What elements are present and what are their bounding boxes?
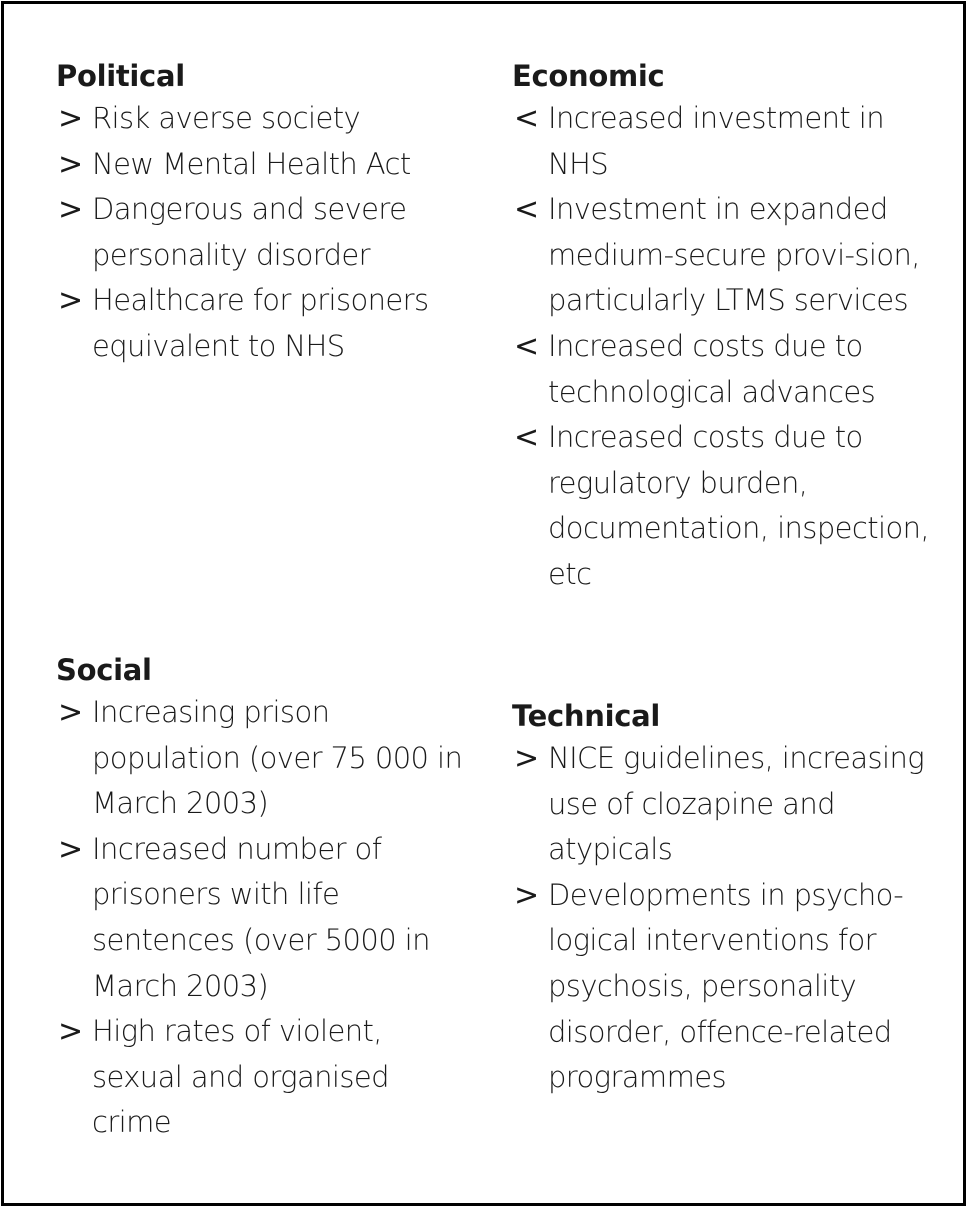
list-item (512, 736, 942, 873)
item-text: NICE guidelines, increasing use of clozapine and atypicals (548, 741, 925, 867)
decrease-marker-icon: < (514, 420, 539, 456)
item-text: New Mental Health Act (92, 146, 411, 181)
technical-section (512, 696, 942, 1101)
list-item (56, 96, 466, 142)
political-heading: Political (56, 59, 185, 93)
decrease-marker-icon: < (514, 101, 539, 136)
increase-marker-icon: > (514, 741, 539, 776)
item-text: Investment in expanded medium-secure provi-sion, particularly LTMS services (548, 192, 920, 318)
item-text: Healthcare for prisoners equivalent to NHS (92, 283, 429, 363)
list-item (512, 873, 942, 1101)
social-heading: Social (56, 653, 152, 687)
item-text: Increased costs due to regulatory burden, documentation, inspection, etc (548, 420, 929, 591)
technical-heading: Technical (512, 699, 661, 733)
increase-marker-icon: > (58, 695, 83, 730)
technical-list (512, 736, 942, 1101)
item-text: Increased number of prisoners with life sentences (over 5000 in March 2003) (92, 831, 430, 1003)
item-text: Increased costs due to technological advances (548, 328, 876, 409)
social-section (56, 650, 466, 1146)
item-text: Developments in psycho-logical interventions for psychosis, personality disorder, offence-related programmes (548, 877, 904, 1095)
increase-marker-icon: > (58, 101, 83, 136)
item-text: Increasing prison population (over 75 000 in March 2003) (92, 695, 463, 821)
economic-section (512, 56, 942, 598)
increase-marker-icon: > (58, 283, 83, 319)
list-item (512, 415, 942, 597)
list-item (512, 96, 942, 187)
increase-marker-icon: > (514, 877, 539, 913)
increase-marker-icon: > (58, 1014, 83, 1050)
item-text: Risk averse society (92, 101, 361, 135)
list-item (56, 278, 466, 369)
item-text: Increased investment in NHS (548, 101, 884, 181)
political-list (56, 96, 466, 370)
list-item (56, 827, 466, 1009)
decrease-marker-icon: < (514, 328, 539, 364)
list-item (56, 690, 466, 827)
social-list (56, 690, 466, 1146)
economic-list (512, 96, 942, 598)
list-item (56, 1009, 466, 1146)
decrease-marker-icon: < (514, 192, 539, 228)
increase-marker-icon: > (58, 831, 83, 867)
item-text: Dangerous and severe personality disorder (92, 192, 407, 272)
political-section (56, 56, 466, 370)
list-item (512, 324, 942, 415)
list-item (56, 142, 466, 188)
increase-marker-icon: > (58, 192, 83, 228)
increase-marker-icon: > (58, 146, 83, 182)
economic-heading: Economic (512, 59, 665, 93)
item-text: High rates of violent, sexual and organised crime (92, 1014, 389, 1140)
list-item (56, 187, 466, 278)
list-item (512, 187, 942, 324)
